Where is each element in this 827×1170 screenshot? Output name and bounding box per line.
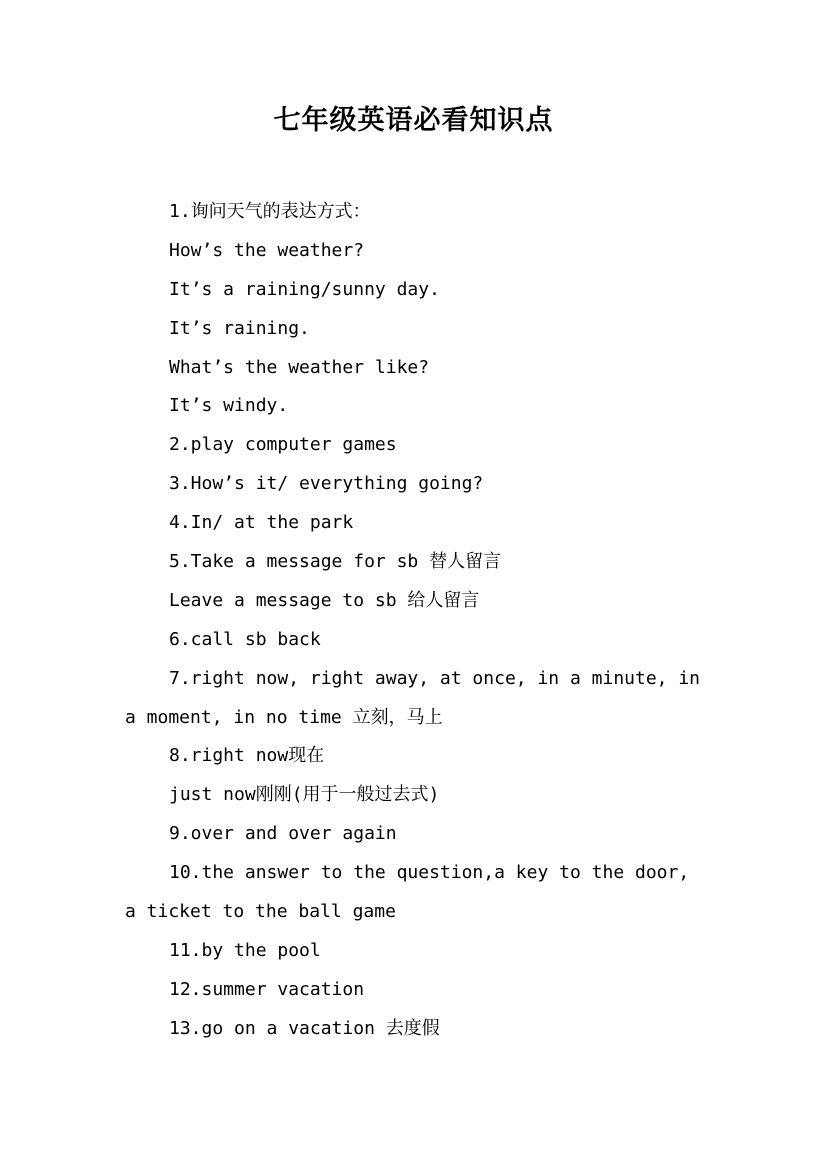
text-line: a ticket to the ball game xyxy=(125,901,396,923)
text-line: 1.询问天气的表达方式： xyxy=(169,201,371,222)
text-line: 2.play computer games xyxy=(169,434,397,456)
text-line: 7.right now, right away, at once, in a minute, in xyxy=(169,667,701,689)
text-line: 11.by the pool xyxy=(169,939,321,961)
text-line: 9.over and over again xyxy=(169,823,397,845)
text-line: a moment, in no time 立刻，马上 xyxy=(125,706,443,728)
text-line: How’s the weather? xyxy=(169,239,365,261)
text-line: 12.summer vacation xyxy=(169,978,365,1000)
document-body xyxy=(125,193,710,1049)
text-line: 5.Take a message for sb 替人留言 xyxy=(169,551,502,573)
text-line: Leave a message to sb 给人留言 xyxy=(169,589,480,611)
document-title: 七年级英语必看知识点 xyxy=(273,105,554,136)
text-line: 13.go on a vacation 去度假 xyxy=(169,1017,440,1039)
text-line: 3.How’s it/ everything going? xyxy=(169,473,484,495)
text-line: 8.right now现在 xyxy=(169,745,325,767)
text-line: 6.call sb back xyxy=(169,628,321,650)
text-line: It’s raining. xyxy=(169,317,310,339)
text-line: just now刚刚(用于一般过去式) xyxy=(169,784,440,806)
text-line: 10.the answer to the question,a key to the door, xyxy=(169,862,690,884)
text-line: It’s a raining/sunny day. xyxy=(169,278,440,300)
text-line: What’s the weather like? xyxy=(169,356,430,378)
text-line: It’s windy. xyxy=(169,395,289,417)
text-line: 4.In/ at the park xyxy=(169,512,354,534)
